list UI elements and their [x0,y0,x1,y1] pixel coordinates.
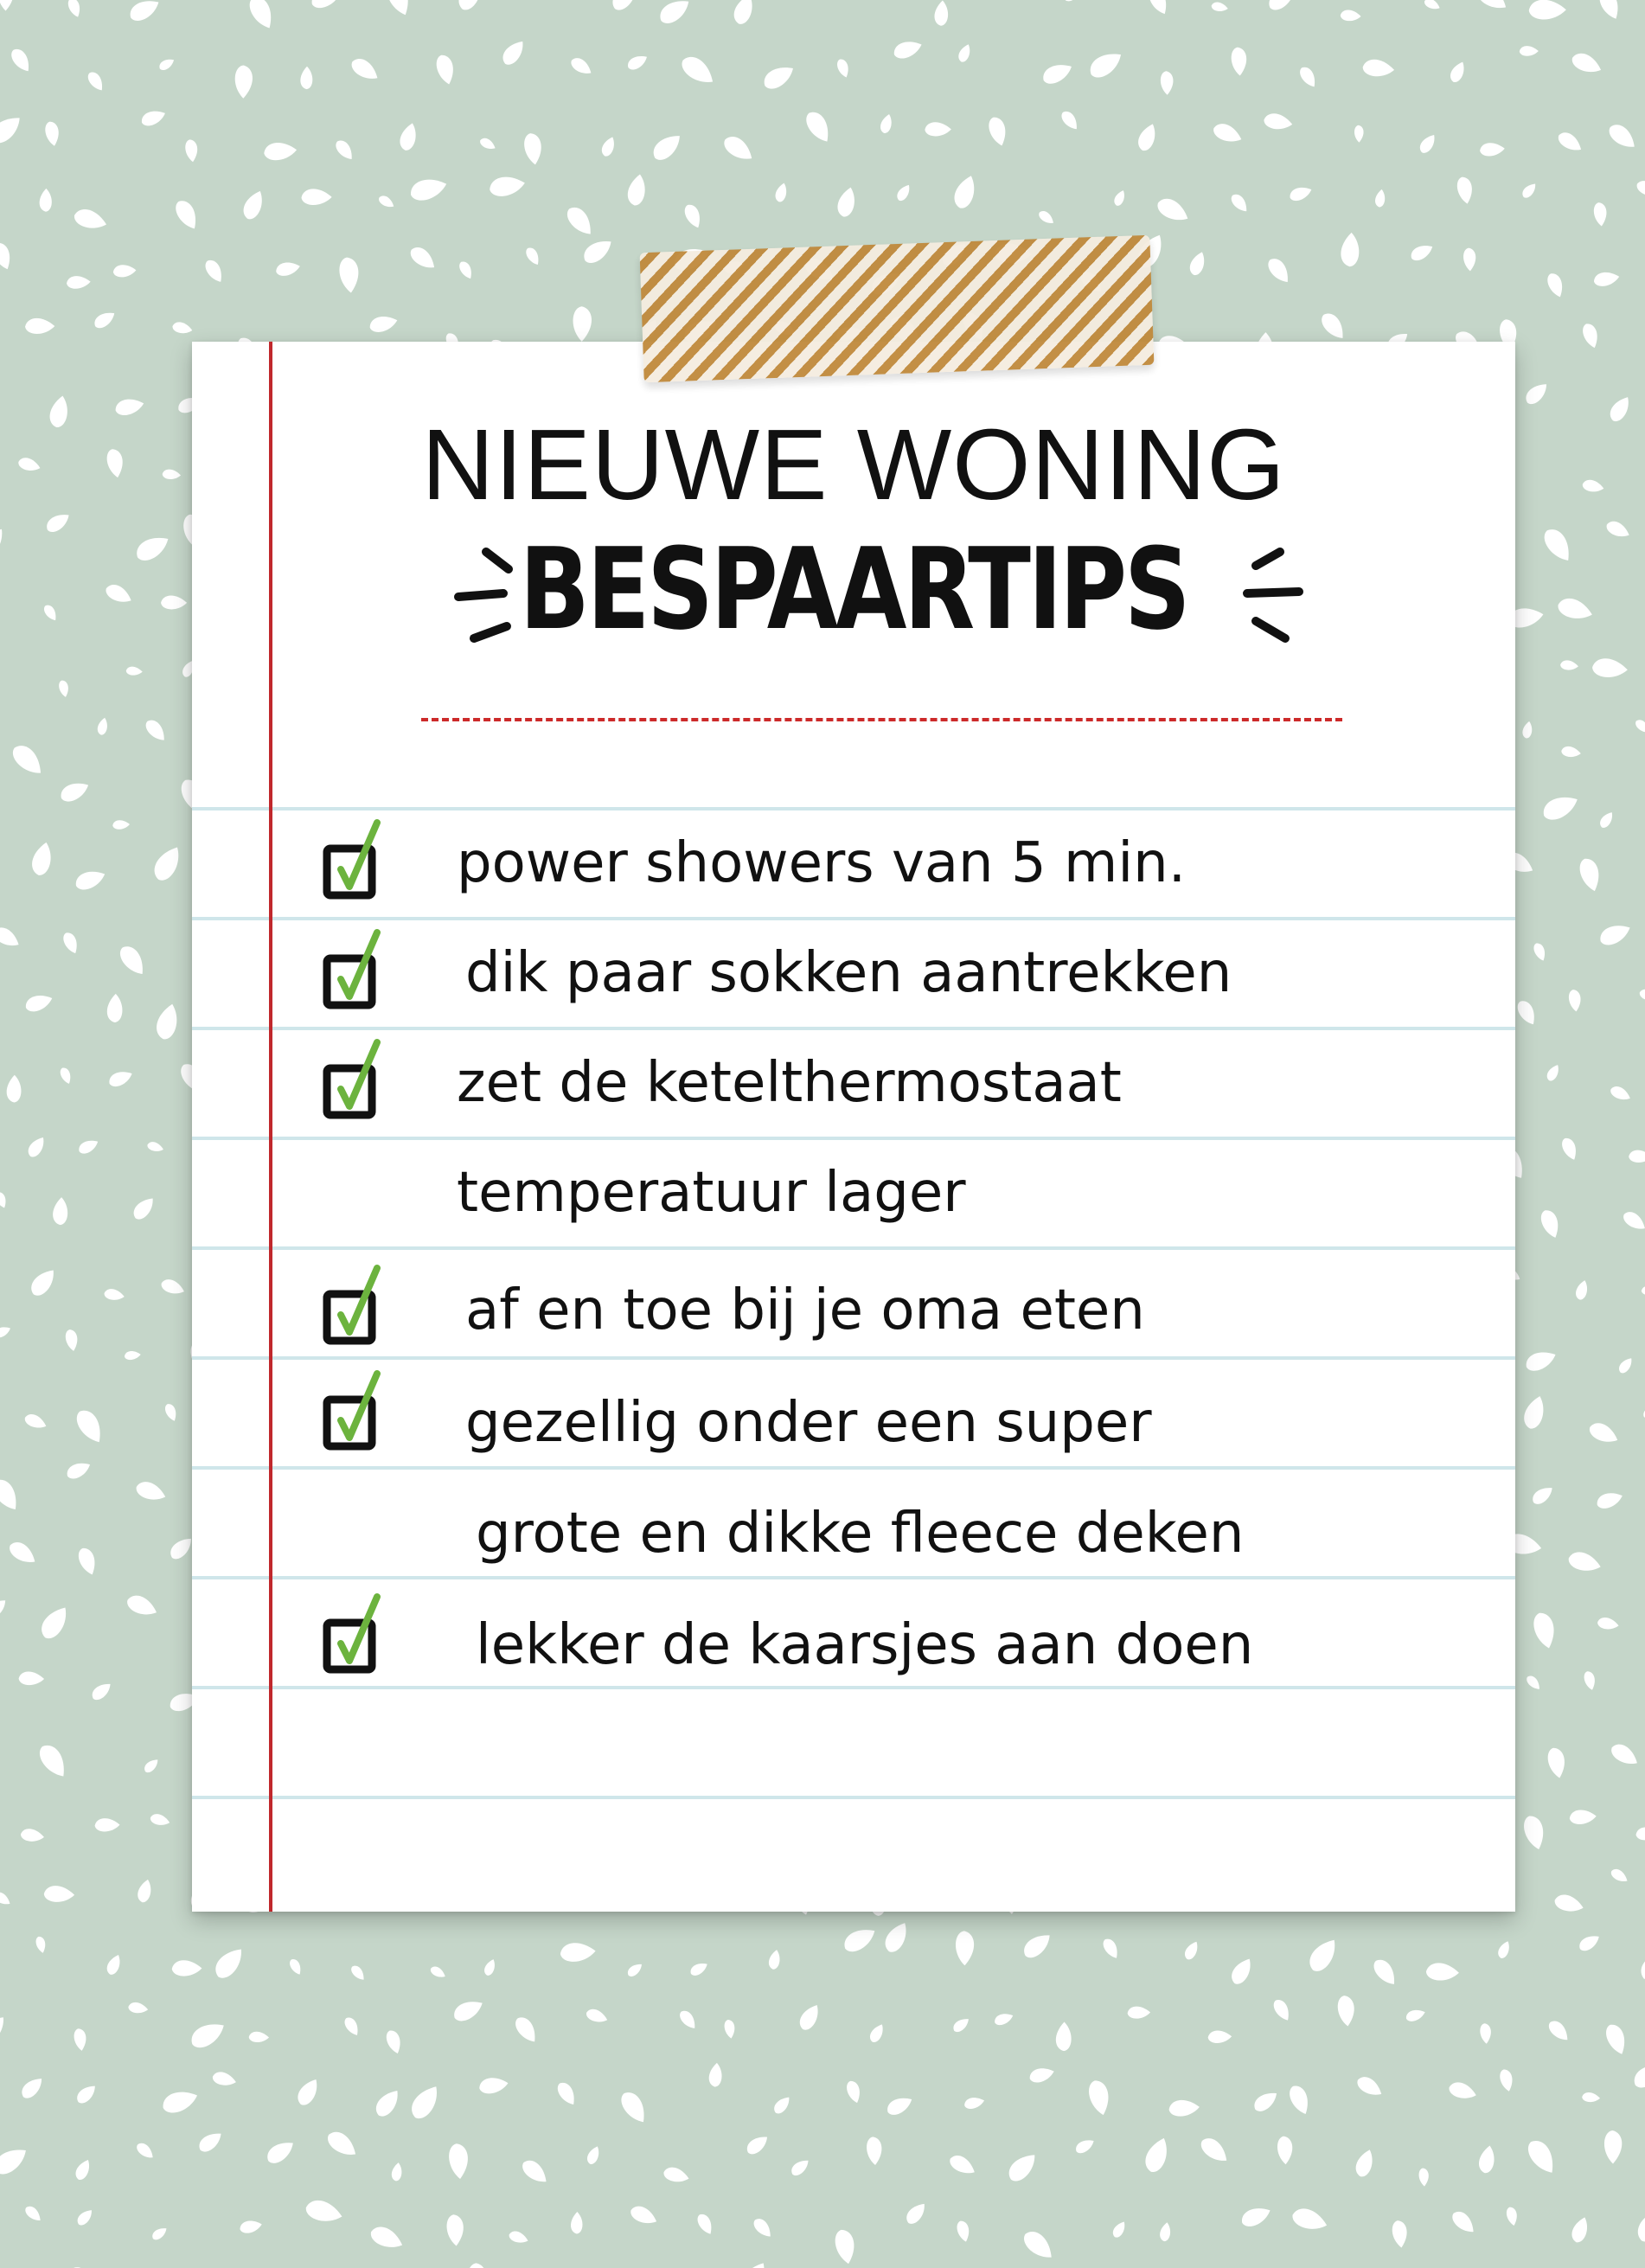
title-bespaartips: BESPAARTIPS [519,523,1188,655]
ruled-line [192,1246,1515,1250]
red-margin-line [269,342,272,1912]
list-item: lekker de kaarsjes aan doen [476,1613,1254,1677]
ruled-line [192,1027,1515,1030]
dashed-divider [421,718,1342,721]
list-item: gezellig onder een super [465,1391,1152,1455]
ruled-line [192,1796,1515,1799]
list-item: temperatuur lager [457,1161,966,1225]
ruled-line [192,807,1515,810]
sparkle-left-icon [450,536,536,657]
list-item: grote en dikke fleece deken [476,1502,1245,1566]
checkbox-checked-icon [322,1037,382,1124]
washi-tape [640,235,1155,382]
list-item: af en toe bij je oma eten [465,1278,1145,1342]
checkbox-checked-icon [322,1368,382,1455]
list-item: zet de ketelthermostaat [457,1051,1122,1115]
sparkle-right-icon [1221,536,1308,657]
title-nieuwe-woning: NIEUWE WONING [421,408,1286,521]
ruled-line [192,1686,1515,1689]
ruled-line [192,917,1515,920]
list-item: dik paar sokken aantrekken [465,941,1232,1005]
ruled-line [192,1466,1515,1470]
checkbox-checked-icon [322,927,382,1014]
ruled-line [192,1576,1515,1579]
ruled-line [192,1137,1515,1140]
checkbox-checked-icon [322,1263,382,1349]
ruled-line [192,1356,1515,1360]
checkbox-checked-icon [322,817,382,904]
list-item: power showers van 5 min. [457,831,1187,895]
checkbox-checked-icon [322,1592,382,1678]
